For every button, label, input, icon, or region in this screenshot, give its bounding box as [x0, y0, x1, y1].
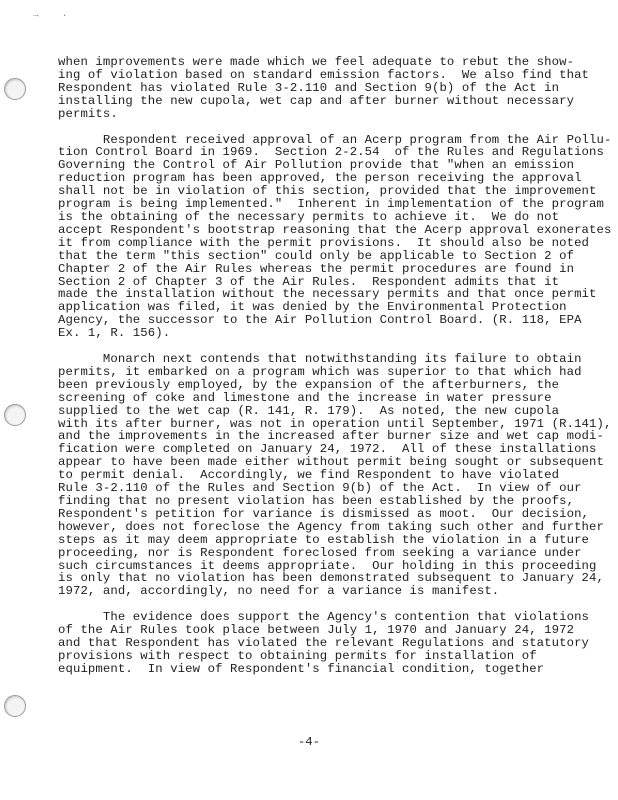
paragraph	[58, 132, 612, 341]
text-line: Rule 3-2.110 of the Rules and Section 9(b) of the Act. In view of our	[58, 481, 582, 496]
text-line: permits.	[58, 106, 118, 121]
page-number: -4-	[297, 735, 321, 749]
text-line: tion Control Board in 1969. Section 2-2.54 of the Rules and Regulations	[58, 145, 604, 160]
text-line: program is being implemented." Inherent in implementation of the program	[58, 197, 604, 212]
text-line: finding that no present violation has been established by the proofs,	[58, 494, 575, 508]
text-line: fication were completed on January 24, 1972. All of these installations	[58, 442, 597, 457]
text-line: is the obtaining of the necessary permits to achieve it. We do not	[58, 209, 560, 224]
paragraph	[58, 56, 588, 121]
text-line: Chapter 2 of the Air Rules whereas the permit procedures are found in	[58, 261, 575, 276]
text-line: that the term "this section" could only be applicable to Section 2 of	[58, 248, 575, 263]
text-line: of the Air Rules took place between July 1, 1970 and January 24, 1972	[58, 623, 575, 638]
text-line: is only that no violation has been demonstrated subsequent to January 24,	[58, 571, 604, 586]
text-line: Governing the Control of Air Pollution provide that "when an emission	[58, 158, 575, 173]
text-line: Section 2 of Chapter 3 of the Air Rules. Respondent admits that it	[58, 274, 560, 289]
paragraph	[58, 611, 588, 676]
stray-mark: ·	[62, 11, 68, 21]
text-line: installing the new cupola, wet cap and after burner without necessary	[58, 93, 575, 108]
text-line: shall not be in violation of this section, provided that the improvement	[58, 184, 597, 199]
text-line: Agency, the successor to the Air Pollution Control Board. (R. 118, EPA	[58, 313, 582, 328]
text-line: with its after burner, was not in operation until September, 1971 (R.141),	[58, 416, 612, 431]
text-line: permits, it embarked on a program which was superior to that which had	[58, 364, 582, 379]
text-line: Monarch next contends that notwithstanding its failure to obtain	[58, 352, 582, 367]
punch-hole	[4, 695, 26, 717]
text-line: such circumstances it deems appropriate. Our holding in this proceeding	[58, 558, 597, 573]
paragraph	[58, 352, 612, 599]
text-line: Respondent received approval of an Acerp program from the Air Pollu-	[58, 132, 612, 147]
text-line: appear to have been made either without permit being sought or subsequent	[58, 455, 604, 470]
text-line: proceeding, nor is Respondent foreclosed from seeking a variance under	[58, 545, 582, 560]
text-line: reduction program has been approved, the person receiving the approval	[58, 171, 582, 186]
text-line: when improvements were made which we feel adequate to rebut the show-	[58, 55, 575, 69]
text-line: screening of coke and limestone and the increase in water pressure	[58, 390, 552, 405]
text-line: made the installation without the necessary permits and that once permit	[58, 287, 597, 302]
stray-mark: →	[33, 10, 39, 20]
punch-hole	[4, 404, 26, 426]
text-line: Respondent has violated Rule 3-2.110 and Section 9(b) of the Act in	[58, 80, 560, 95]
punch-hole	[4, 78, 26, 100]
text-line: 1972, and, accordingly, no need for a variance is manifest.	[58, 584, 500, 599]
text-line: equipment. In view of Respondent's financial condition, together	[58, 661, 545, 676]
text-line: however, does not foreclose the Agency from taking such other and further	[58, 519, 604, 534]
body-text	[58, 55, 612, 676]
text-line: Ex. 1, R. 156).	[58, 326, 171, 341]
text-line: provisions with respect to obtaining permits for installation of	[58, 648, 537, 663]
text-line: and the improvements in the increased after burner size and wet cap modi-	[58, 429, 604, 444]
text-line: supplied to the wet cap (R. 141, R. 179). As noted, the new cupola	[58, 403, 560, 418]
text-line: and that Respondent has violated the relevant Regulations and statutory	[58, 636, 590, 651]
text-line: been previously employed, by the expansion of the afterburners, the	[58, 377, 560, 392]
text-line: The evidence does support the Agency's contention that violations	[58, 610, 590, 625]
text-line: it from compliance with the permit provisions. It should also be noted	[58, 235, 590, 250]
text-line: to permit denial. Accordingly, we find Respondent to have violated	[58, 468, 560, 483]
text-line: ing of violation based on standard emission factors. We also find that	[58, 67, 590, 82]
paragraph-gap	[58, 121, 588, 134]
text-line: steps as it may deem appropriate to establish the violation in a future	[58, 532, 590, 547]
text-line: Respondent's petition for variance is dismissed as moot. Our decision,	[58, 506, 590, 521]
text-line: application was filed, it was denied by the Environmental Protection	[58, 300, 567, 315]
text-line: accept Respondent's bootstrap reasoning that the Acerp approval exonerates	[58, 222, 612, 237]
